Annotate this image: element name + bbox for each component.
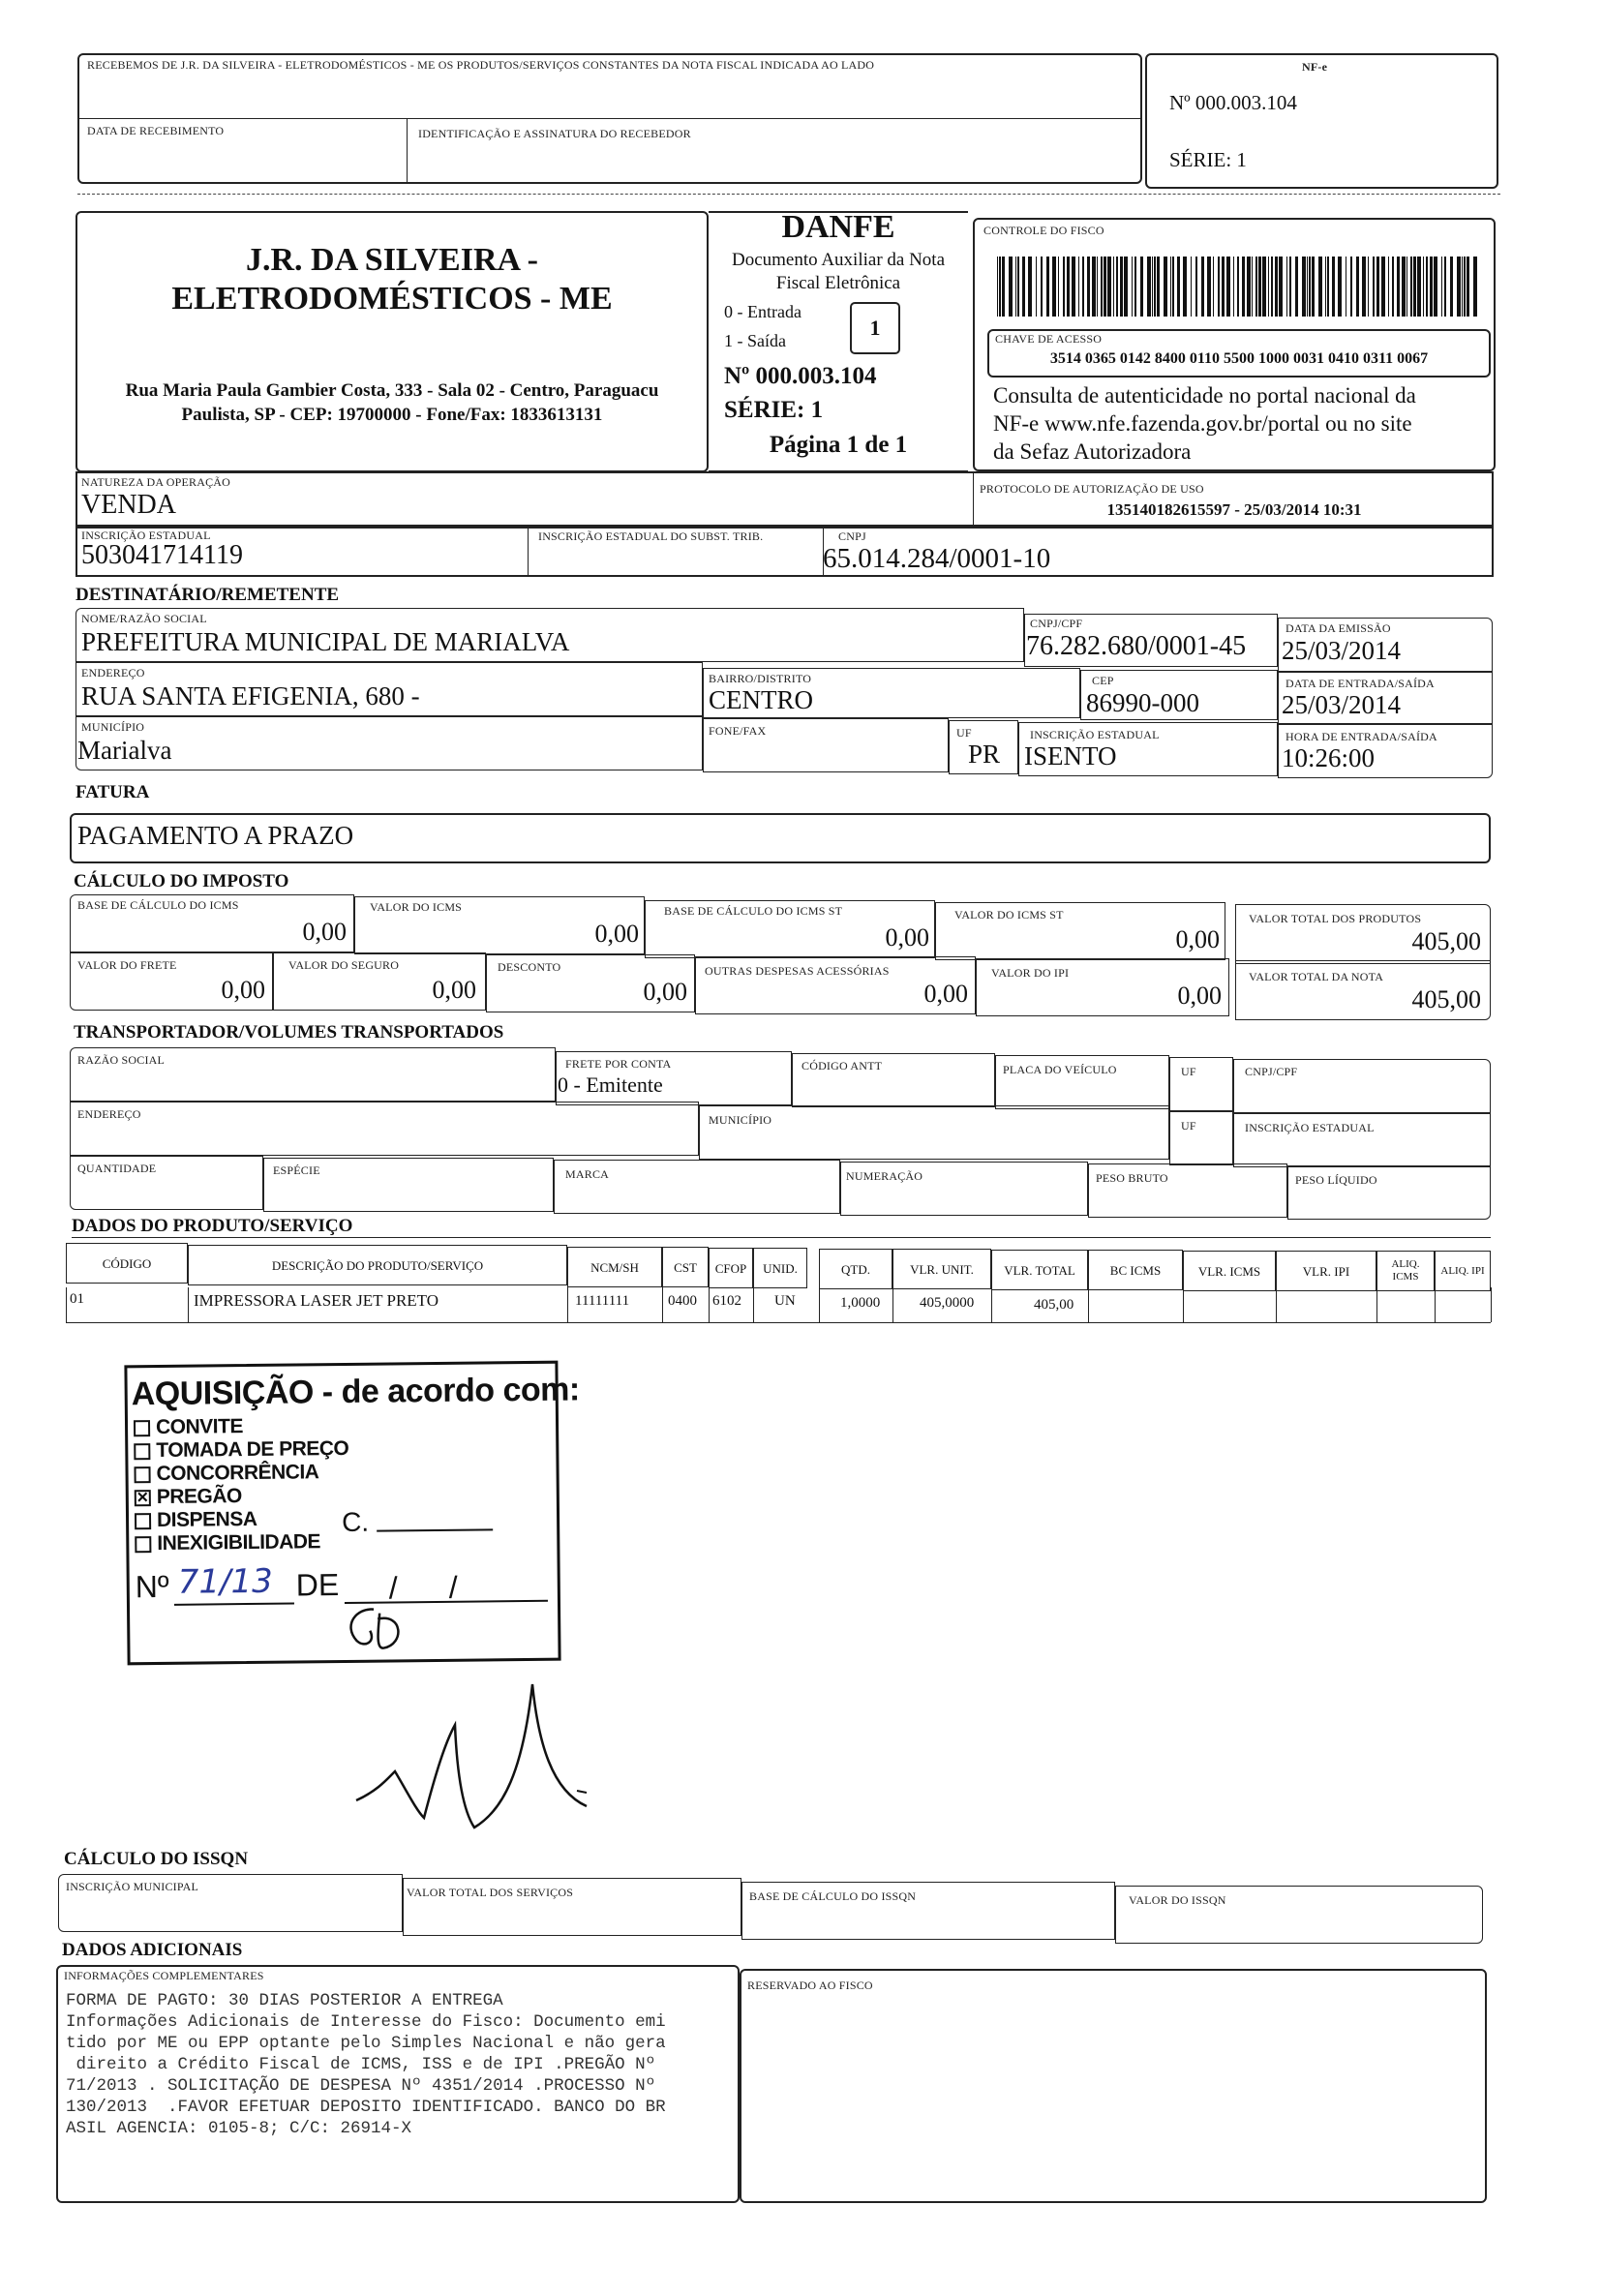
barcode-bar	[1247, 257, 1251, 317]
emitente-address-line2: Paulista, SP - CEP: 19700000 - Fone/Fax: 1833613131	[181, 405, 603, 425]
dest-endereco-label: ENDEREÇO	[81, 666, 145, 680]
checkbox-icon	[135, 1513, 151, 1529]
barcode-bar	[1104, 257, 1106, 317]
barcode-bar	[1368, 257, 1369, 317]
emitente-name-line1: J.R. DA SILVEIRA -	[246, 242, 538, 278]
handwritten-signature	[348, 1665, 600, 1868]
barcode-bar	[1388, 257, 1389, 317]
barcode-bar	[1444, 257, 1446, 317]
danfe-title: DANFE	[781, 209, 895, 245]
ie-row-box	[76, 527, 1494, 577]
info-line: FORMA DE PAGTO: 30 DIAS POSTERIOR A ENTREGA	[66, 1991, 503, 2010]
issqn-base-label: BASE DE CÁLCULO DO ISSQN	[749, 1889, 917, 1903]
barcode-bar	[1397, 257, 1400, 317]
dest-fone-label: FONE/FAX	[709, 724, 767, 738]
stamp-option-label: DISPENSA	[156, 1507, 257, 1532]
danfe-entrada: 0 - Entrada	[724, 302, 802, 321]
base-icms-value: 0,00	[302, 918, 347, 946]
stamp-date-slash-1: /	[388, 1570, 398, 1606]
barcode-bar	[1268, 257, 1269, 317]
row-unid: UN	[774, 1293, 796, 1309]
transp-quantidade-label: QUANTIDADE	[77, 1162, 157, 1175]
barcode-bar	[1101, 257, 1103, 317]
canhoto-nfe-label: NF-e	[1302, 60, 1328, 74]
barcode-bar	[1028, 257, 1032, 317]
destinatario-section: DESTINATÁRIO/REMETENTE	[76, 585, 340, 605]
danfe-serie: SÉRIE: 1	[724, 397, 824, 423]
issqn-inscricao-label: INSCRIÇÃO MUNICIPAL	[66, 1880, 199, 1893]
outras-label: OUTRAS DESPESAS ACESSÓRIAS	[705, 964, 890, 978]
barcode-bar	[1140, 257, 1143, 317]
barcode-bar	[1450, 257, 1453, 317]
dest-entrada-label: DATA DE ENTRADA/SAÍDA	[1285, 677, 1435, 690]
total-produtos-label: VALOR TOTAL DOS PRODUTOS	[1249, 912, 1422, 925]
barcode-bar	[1318, 257, 1322, 317]
dest-endereco: RUA SANTA EFIGENIA, 680 -	[81, 681, 420, 710]
barcode-bar	[1164, 257, 1167, 317]
ipi-label: VALOR DO IPI	[991, 966, 1070, 980]
barcode-bar	[1067, 257, 1070, 317]
col-aliq-icms: ALIQ. ICMS	[1376, 1251, 1435, 1291]
col-vlr-ipi: VLR. IPI	[1276, 1251, 1376, 1291]
barcode-bar	[1426, 257, 1428, 317]
barcode-bar	[1258, 257, 1261, 317]
barcode-bar	[1262, 257, 1266, 317]
protocolo-label: PROTOCOLO DE AUTORIZAÇÃO DE USO	[980, 482, 1204, 496]
dest-emissao: 25/03/2014	[1282, 636, 1402, 665]
row-sep	[1435, 1287, 1436, 1322]
danfe-pagina: Página 1 de 1	[769, 432, 908, 458]
transp-placa-label: PLACA DO VEÍCULO	[1003, 1063, 1117, 1076]
barcode-bar	[1392, 257, 1394, 317]
stamp-numero: 71/13	[177, 1561, 273, 1602]
dest-bairro-label: BAIRRO/DISTRITO	[709, 672, 812, 685]
frete-label: VALOR DO FRETE	[77, 958, 177, 972]
col-vlr-total: VLR. TOTAL	[991, 1250, 1088, 1290]
transp-municipio-label: MUNICÍPIO	[709, 1113, 772, 1127]
row-sep	[753, 1287, 754, 1322]
row-bottom-line	[66, 1322, 1491, 1323]
barcode-bar	[1152, 257, 1153, 317]
row-vlr-total: 405,00	[1034, 1297, 1074, 1313]
barcode-bar	[1191, 257, 1192, 317]
barcode-bar	[1009, 257, 1013, 317]
base-st-value: 0,00	[885, 923, 929, 952]
issqn-servicos-label: VALOR TOTAL DOS SERVIÇOS	[407, 1886, 574, 1899]
barcode-bar	[1255, 257, 1257, 317]
barcode-bar	[1092, 257, 1096, 317]
controle-fisco-label: CONTROLE DO FISCO	[983, 224, 1104, 237]
barcode-bar	[1338, 257, 1342, 317]
produtos-section: DADOS DO PRODUTO/SERVIÇO	[72, 1216, 353, 1236]
info-line: 71/2013 . SOLICITAÇÃO DE DESPESA Nº 4351/2014 .PROCESSO Nº	[66, 2076, 656, 2096]
transp-frete-label: FRETE POR CONTA	[565, 1057, 672, 1071]
transp-endereco-label: ENDEREÇO	[77, 1107, 141, 1121]
stamp-initials	[335, 1601, 413, 1660]
issqn-section: CÁLCULO DO ISSQN	[64, 1849, 249, 1869]
transp-uf2-label: UF	[1181, 1119, 1196, 1133]
row-sep	[567, 1287, 568, 1322]
protocolo-value: 135140182615597 - 25/03/2014 10:31	[1106, 500, 1362, 519]
stamp-de-label: DE	[295, 1567, 340, 1603]
barcode-bar	[1233, 257, 1234, 317]
barcode-bar	[1350, 257, 1352, 317]
chave-acesso: 3514 0365 0142 8400 0110 5500 1000 0031 0410 0311 0067	[1049, 350, 1429, 367]
stamp-c-line	[377, 1528, 493, 1531]
barcode-bar	[1015, 257, 1016, 317]
table-row	[66, 1287, 1491, 1324]
dest-nome-label: NOME/RAZÃO SOCIAL	[81, 612, 207, 625]
barcode-bar	[1237, 257, 1239, 317]
dest-cep-label: CEP	[1092, 674, 1114, 687]
canhoto-numero: Nº 000.003.104	[1169, 91, 1297, 114]
emitente-name-line2: ELETRODOMÉSTICOS - ME	[171, 281, 613, 317]
barcode-bar	[1302, 257, 1306, 317]
stamp-option	[135, 1485, 242, 1509]
danfe-tipo-box	[850, 302, 900, 354]
barcode-bar	[1154, 257, 1156, 317]
danfe-tipo: 1	[869, 316, 881, 340]
dest-municipio: Marialva	[77, 736, 172, 765]
canhoto-divider	[77, 118, 1142, 119]
ie-label: INSCRIÇÃO ESTADUAL	[81, 529, 211, 542]
row-qtd: 1,0000	[840, 1295, 881, 1311]
barcode-bar	[1177, 257, 1180, 317]
row-sep	[662, 1287, 663, 1322]
stamp-date-slash-2: /	[448, 1569, 458, 1605]
barcode-bar	[1183, 257, 1187, 317]
barcode-bar	[1087, 257, 1090, 317]
natureza-label: NATUREZA DA OPERAÇÃO	[81, 475, 231, 489]
barcode-bar	[1046, 257, 1049, 317]
adicionais-section: DADOS ADICIONAIS	[62, 1940, 243, 1960]
row-descricao: IMPRESSORA LASER JET PRETO	[194, 1291, 439, 1310]
reservado-fisco-box	[740, 1969, 1487, 2203]
ie-value: 503041714119	[81, 540, 243, 570]
outras-value: 0,00	[923, 980, 968, 1008]
barcode-bar	[1406, 257, 1407, 317]
col-vlr-icms: VLR. ICMS	[1183, 1251, 1276, 1291]
stamp-option	[134, 1461, 318, 1486]
col-descricao: DESCRIÇÃO DO PRODUTO/SERVIÇO	[188, 1245, 567, 1285]
fatura-section: FATURA	[76, 782, 150, 802]
barcode-bar	[1078, 257, 1079, 317]
stamp-title: AQUISIÇÃO - de acordo com:	[131, 1371, 580, 1413]
ipi-value: 0,00	[1177, 982, 1222, 1010]
aquisicao-stamp	[124, 1361, 580, 1666]
canhoto-data-recebimento-label: DATA DE RECEBIMENTO	[87, 124, 225, 137]
canhoto-recebemos-text: RECEBEMOS DE J.R. DA SILVEIRA - ELETRODOMÉSTICOS - ME OS PRODUTOS/SERVIÇOS CONSTANTES DA NOTA FISCAL INDICADA AO LADO	[87, 58, 875, 72]
danfe-subtitle-line2: Fiscal Eletrônica	[775, 273, 901, 293]
stamp-option-label: INEXIGIBILIDADE	[157, 1530, 321, 1556]
col-vlr-unit: VLR. UNIT.	[892, 1249, 991, 1289]
base-st-label: BASE DE CÁLCULO DO ICMS ST	[664, 904, 843, 918]
barcode-bar	[1441, 257, 1442, 317]
stamp-option-label: CONCORRÊNCIA	[156, 1461, 319, 1486]
barcode-bar	[1381, 257, 1385, 317]
ie-split-1	[528, 527, 529, 577]
barcode-bar	[997, 257, 998, 317]
dest-entrada: 25/03/2014	[1282, 690, 1402, 719]
desconto-label: DESCONTO	[498, 960, 561, 974]
col-ncm: NCM/SH	[567, 1247, 662, 1287]
barcode-bar	[1467, 257, 1469, 317]
barcode-bar	[1222, 257, 1225, 317]
transportador-section: TRANSPORTADOR/VOLUMES TRANSPORTADOS	[74, 1022, 504, 1042]
checked-checkbox-icon: ×	[135, 1490, 151, 1506]
barcode-bar	[1022, 257, 1025, 317]
col-bc-icms: BC ICMS	[1088, 1250, 1183, 1290]
natureza-value: VENDA	[81, 490, 176, 520]
barcode-bar	[1275, 257, 1278, 317]
barcode-bar	[1052, 257, 1056, 317]
consulta-line1: Consulta de autenticidade no portal nacional da	[993, 383, 1416, 408]
transp-peso-bruto-label: PESO BRUTO	[1096, 1171, 1168, 1185]
transp-uf-label: UF	[1181, 1065, 1196, 1078]
barcode-bar	[1017, 257, 1019, 317]
cnpj-label: CNPJ	[838, 529, 866, 543]
transp-ie-label: INSCRIÇÃO ESTADUAL	[1245, 1121, 1375, 1134]
info-lines	[66, 1990, 666, 2139]
dest-municipio-label: MUNICÍPIO	[81, 720, 145, 734]
total-produtos-value: 405,00	[1411, 927, 1481, 955]
barcode-bar	[1362, 257, 1366, 317]
transp-endereco-cell	[70, 1102, 699, 1156]
dest-hora-label: HORA DE ENTRADA/SAÍDA	[1285, 730, 1437, 743]
col-cst: CST	[662, 1247, 709, 1287]
col-cfop: CFOP	[709, 1248, 753, 1288]
barcode-bar	[1157, 257, 1160, 317]
row-sep	[819, 1287, 820, 1322]
info-line: ASIL AGENCIA: 0105-8; C/C: 26914-X	[66, 2119, 412, 2138]
emitente-address-line1: Rua Maria Paula Gambier Costa, 333 - Sala 02 - Centro, Paraguacu	[125, 380, 659, 401]
barcode-bar	[1170, 257, 1171, 317]
barcode-bar	[1116, 257, 1118, 317]
transp-numeracao-label: NUMERAÇÃO	[846, 1169, 923, 1183]
transp-cnpj-label: CNPJ/CPF	[1245, 1065, 1298, 1078]
col-aliq-ipi: ALIQ. IPI	[1435, 1251, 1491, 1291]
total-nota-value: 405,00	[1411, 985, 1481, 1013]
row-ncm: 11111111	[575, 1293, 630, 1309]
info-line: tido por ME ou EPP optante pelo Simples Nacional e não gera	[66, 2034, 666, 2053]
barcode-bar	[1309, 257, 1311, 317]
barcode-bar	[1213, 257, 1214, 317]
valor-st-value: 0,00	[1175, 925, 1220, 953]
info-line: direito a Crédito Fiscal de ICMS, ISS e de IPI .PREGÃO Nº	[66, 2055, 656, 2074]
barcode-bar	[1332, 257, 1335, 317]
seguro-value: 0,00	[432, 976, 476, 1004]
canhoto-split	[407, 118, 408, 184]
stamp-numero-line	[174, 1603, 294, 1606]
dest-cnpj-label: CNPJ/CPF	[1030, 617, 1083, 630]
stamp-option-label: CONVITE	[155, 1415, 244, 1439]
row-cst: 0400	[668, 1293, 697, 1309]
row-cfop: 6102	[712, 1293, 741, 1309]
row-sep	[1491, 1287, 1492, 1322]
barcode-bar	[1132, 257, 1133, 317]
row-sep	[1276, 1287, 1277, 1322]
stamp-numero-label: Nº	[135, 1568, 169, 1605]
barcode-bar	[1124, 257, 1128, 317]
barcode-bar	[1097, 257, 1098, 317]
valor-icms-value: 0,00	[594, 920, 639, 948]
barcode-bar	[1423, 257, 1424, 317]
barcode-bar	[1430, 257, 1433, 317]
barcode-bar	[1002, 257, 1005, 317]
cut-line	[77, 194, 1500, 195]
barcode-bar	[1134, 257, 1136, 317]
produtos-section-line	[72, 1237, 1491, 1238]
consulta-line2: NF-e www.nfe.fazenda.gov.br/portal ou no site	[993, 411, 1412, 436]
stamp-option	[135, 1530, 320, 1556]
ie-st-label: INSCRIÇÃO ESTADUAL DO SUBST. TRIB.	[538, 529, 764, 543]
total-nota-label: VALOR TOTAL DA NOTA	[1249, 970, 1384, 983]
cnpj-value: 65.014.284/0001-10	[823, 543, 1051, 574]
barcode-bar	[1252, 257, 1253, 317]
col-codigo: CÓDIGO	[66, 1243, 188, 1284]
col-unid: UNID.	[753, 1248, 807, 1288]
barcode-bar	[1457, 257, 1461, 317]
issqn-valor-label: VALOR DO ISSQN	[1129, 1893, 1226, 1907]
row-sep	[1376, 1287, 1377, 1322]
dest-hora: 10:26:00	[1282, 743, 1376, 772]
barcode-bar	[1063, 257, 1065, 317]
checkbox-icon	[135, 1536, 151, 1553]
dest-nome: PREFEITURA MUNICIPAL DE MARIALVA	[81, 627, 570, 656]
barcode-bar	[1058, 257, 1059, 317]
dest-bairro: CENTRO	[709, 685, 813, 714]
stamp-option	[135, 1508, 257, 1532]
barcode-bar	[1413, 257, 1416, 317]
row-sep	[66, 1287, 67, 1322]
dest-uf-label: UF	[956, 726, 972, 740]
dest-emissao-label: DATA DA EMISSÃO	[1285, 621, 1391, 635]
row-codigo: 01	[70, 1291, 84, 1307]
danfe-saida: 1 - Saída	[724, 331, 786, 350]
barcode-bar	[1464, 257, 1466, 317]
row-sep	[991, 1287, 992, 1322]
barcode-bar	[1120, 257, 1123, 317]
barcode-bar	[1286, 257, 1287, 317]
barcode-bar	[1271, 257, 1273, 317]
stamp-c-label: C.	[341, 1506, 370, 1538]
transp-peso-liquido-label: PESO LÍQUIDO	[1295, 1173, 1377, 1187]
fatura-text: PAGAMENTO A PRAZO	[77, 821, 354, 850]
consulta-line3: da Sefaz Autorizadora	[993, 439, 1192, 464]
desconto-value: 0,00	[643, 978, 687, 1006]
transp-uf2-cell	[1169, 1111, 1233, 1165]
canhoto-serie: SÉRIE: 1	[1169, 148, 1247, 171]
row-sep	[892, 1287, 893, 1322]
barcode-bar	[1462, 257, 1463, 317]
barcode-bar	[1373, 257, 1375, 317]
barcode-bar	[1289, 257, 1291, 317]
barcode-bar	[1473, 257, 1477, 317]
barcode	[997, 257, 1481, 317]
barcode-bar	[1410, 257, 1412, 317]
info-line: 130/2013 .FAVOR EFETUAR DEPOSITO IDENTIFICADO. BANCO DO BR	[66, 2098, 666, 2117]
transp-uf-cell	[1169, 1057, 1233, 1111]
dest-ie: ISENTO	[1024, 741, 1117, 770]
barcode-bar	[1041, 257, 1043, 317]
barcode-bar	[1312, 257, 1315, 317]
barcode-bar	[1195, 257, 1197, 317]
frete-value: 0,00	[221, 976, 265, 1004]
valor-icms-label: VALOR DO ICMS	[370, 900, 463, 914]
barcode-bar	[1402, 257, 1406, 317]
stamp-option-label: TOMADA DE PREÇO	[156, 1436, 349, 1463]
transp-frete: 0 - Emitente	[558, 1072, 663, 1097]
danfe-subtitle-line1: Documento Auxiliar da Nota	[731, 250, 946, 270]
barcode-bar	[1072, 257, 1075, 317]
barcode-bar	[1172, 257, 1174, 317]
checkbox-icon	[134, 1466, 150, 1483]
barcode-bar	[1279, 257, 1283, 317]
transp-razao-label: RAZÃO SOCIAL	[77, 1053, 166, 1067]
barcode-bar	[1242, 257, 1245, 317]
barcode-bar	[1327, 257, 1329, 317]
stamp-option	[134, 1437, 348, 1463]
reservado-label: RESERVADO AO FISCO	[747, 1979, 873, 1992]
row-sep	[188, 1287, 189, 1322]
barcode-bar	[1417, 257, 1421, 317]
stamp-option	[134, 1415, 243, 1439]
transp-antt-label: CÓDIGO ANTT	[802, 1059, 883, 1072]
barcode-bar	[1295, 257, 1298, 317]
stamp-option-label: PREGÃO	[156, 1485, 242, 1509]
checkbox-icon	[134, 1420, 150, 1436]
imposto-section: CÁLCULO DO IMPOSTO	[74, 871, 289, 891]
dest-ie-label: INSCRIÇÃO ESTADUAL	[1030, 728, 1160, 741]
col-qtd: QTD.	[819, 1249, 892, 1289]
barcode-bar	[1113, 257, 1114, 317]
info-line: Informações Adicionais de Interesse do Fisco: Documento emi	[66, 2012, 666, 2032]
barcode-bar	[1036, 257, 1037, 317]
barcode-bar	[1226, 257, 1230, 317]
checkbox-icon	[134, 1443, 150, 1460]
barcode-bar	[1325, 257, 1326, 317]
seguro-label: VALOR DO SEGURO	[288, 958, 400, 972]
row-sep	[1088, 1287, 1089, 1322]
transp-especie-label: ESPÉCIE	[273, 1163, 320, 1177]
barcode-bar	[1082, 257, 1084, 317]
danfe-numero: Nº 000.003.104	[724, 363, 877, 389]
dest-uf: PR	[968, 740, 1001, 769]
transp-marca-label: MARCA	[565, 1167, 610, 1181]
barcode-bar	[1376, 257, 1379, 317]
barcode-bar	[1434, 257, 1437, 317]
barcode-bar	[1307, 257, 1308, 317]
row-sep	[1183, 1287, 1184, 1322]
row-sep	[709, 1287, 710, 1322]
barcode-bar	[1107, 257, 1111, 317]
canhoto-identificacao-label: IDENTIFICAÇÃO E ASSINATURA DO RECEBEDOR	[418, 127, 691, 140]
info-label: INFORMAÇÕES COMPLEMENTARES	[64, 1969, 264, 1982]
row-vlr-unit: 405,0000	[920, 1295, 975, 1311]
barcode-bar	[1356, 257, 1359, 317]
barcode-bar	[1207, 257, 1211, 317]
valor-st-label: VALOR DO ICMS ST	[954, 908, 1064, 921]
barcode-bar	[1201, 257, 1204, 317]
dest-cnpj: 76.282.680/0001-45	[1026, 631, 1247, 661]
chave-label: CHAVE DE ACESSO	[995, 332, 1103, 346]
dest-cep: 86990-000	[1086, 688, 1199, 717]
base-icms-label: BASE DE CÁLCULO DO ICMS	[77, 898, 239, 912]
barcode-bar	[1147, 257, 1151, 317]
barcode-bar	[1218, 257, 1220, 317]
barcode-bar	[999, 257, 1001, 317]
